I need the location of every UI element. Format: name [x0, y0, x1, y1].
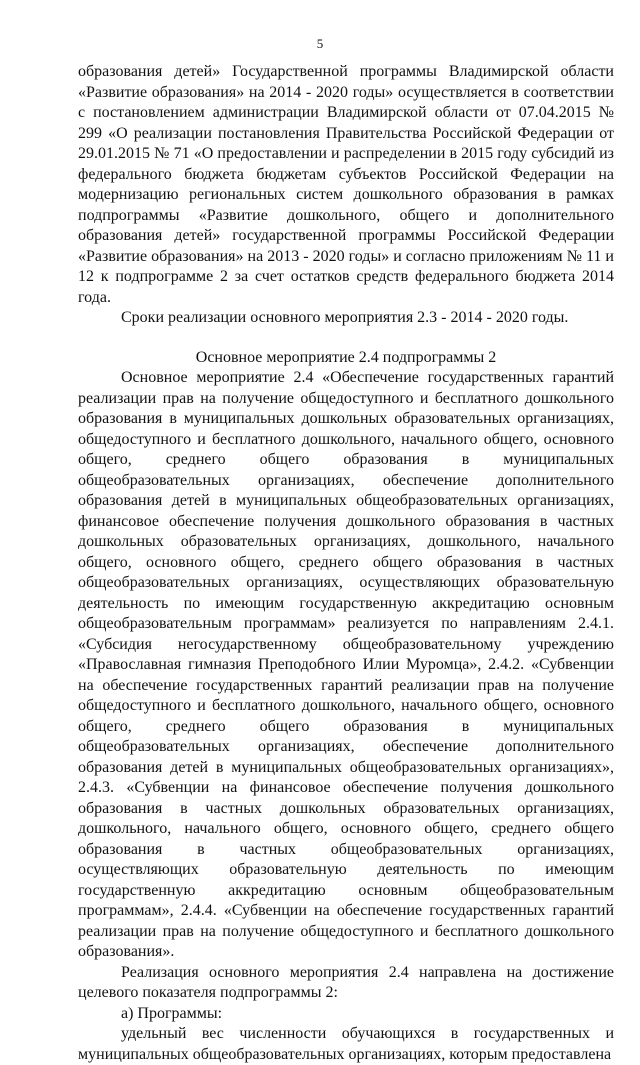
document-body — [78, 62, 614, 1065]
page-number: 5 — [316, 36, 324, 51]
paragraph-target: Реализация основного мероприятия 2.4 направлена на достижение целевого показателя подпрограммы 2: — [78, 963, 614, 1001]
paragraph-deadline: Сроки реализации основного мероприятия 2.3 - 2014 - 2020 годы. — [121, 309, 569, 326]
section-heading: Основное мероприятие 2.4 подпрограммы 2 — [195, 348, 497, 366]
paragraph-measure-description: Основное мероприятие 2.4 «Обеспечение государственных гарантий реализации прав на получение общедоступного и бесплатного дошкольного образования в муниципальных дошкольных образовательных организациях, общедоступного и бесплатного дошкольного, начального общего, основного общего, среднего общего образования в муниципальных общеобразовательных организациях, обеспечение дополнительного образования детей в муниципальных общеобразовательных организациях, финансовое обеспечение получения дошкольного образования в частных дошкольных образовательных организациях, дошкольного, начального общего, основного общего, среднего общего образования в частных общеобразовательных организациях, осуществляющих образовательную деятельность по имеющим государственную аккредитацию основным общеобразовательным программам» реализуется по направлениям 2.4.1. «Субсидия негосударственному общеобразовательному учреждению «Православная гимназия Преподобного Илии Муромца», 2.4.2. «Субвенции на обеспечение государственных гарантий реализации прав на получение общедоступного и бесплатного дошкольного, начального общего, основного общего, среднего общего образования в муниципальных общеобразовательных организациях, обеспечение дополнительного образования детей в муниципальных общеобразовательных организациях», 2.4.3. «Субвенции на финансовое обеспечение получения дошкольного образования в частных дошкольных образовательных организациях, дошкольного, начального общего, основного общего, среднего общего образования в частных общеобразовательных организациях, осуществляющих образовательную деятельность по имеющим государственную аккредитацию основным общеобразовательным программам», 2.4.4. «Субвенции на обеспечение государственных гарантий реализации прав на получение общедоступного и бесплатного дошкольного образования». — [78, 369, 614, 960]
paragraph-intro: образования детей» Государственной программы Владимирской области «Развитие образования» на 2014 - 2020 годы» осуществляется в соответствии с постановлением администрации Владимирской области от 07.04.2015 № 299 «О реализации постановления Правительства Российской Федерации от 29.01.2015 № 71 «О предоставлении и распределении в 2015 году субсидий из федерального бюджета бюджетам субъектов Российской Федерации на модернизацию региональных систем дошкольного образования в рамках подпрограммы «Развитие дошкольного, общего и дополнительного образования детей» государственной программы Российской Федерации «Развитие образования» на 2013 - 2020 годы» и согласно приложениям № 11 и 12 к подпрограмме 2 за счет остатков средств федерального бюджета 2014 года. — [78, 63, 614, 306]
list-item-programs: а) Программы: — [121, 1004, 223, 1022]
paragraph-indicator: удельный вес численности обучающихся в государственных и муниципальных общеобразовательных организациях, которым предоставлена — [78, 1025, 614, 1063]
